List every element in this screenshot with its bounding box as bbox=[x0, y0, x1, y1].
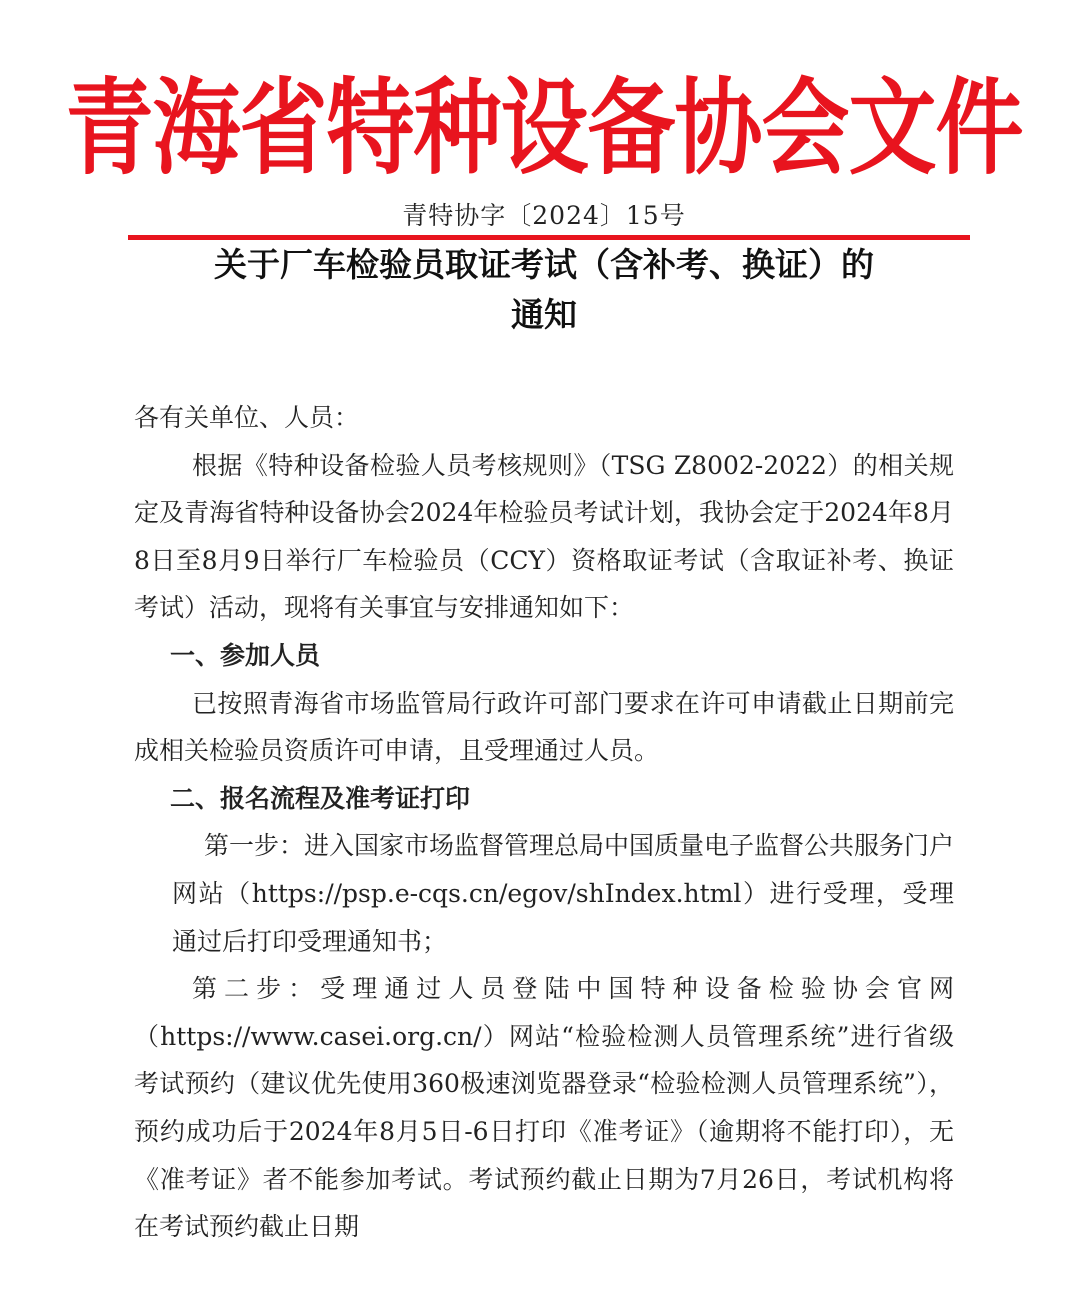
notice-body bbox=[134, 394, 954, 1251]
masthead-title: 青海省特种设备协会文件 bbox=[65, 67, 1023, 189]
step-one-paragraph: 第一步：进入国家市场监督管理总局中国质量电子监督公共服务门户网站（https://psp.e-cqs.cn/egov/shIndex.html）进行受理，受理通过后打印受理通知书； bbox=[172, 831, 955, 956]
participants-paragraph: 已按照青海省市场监管局行政许可部门要求在许可申请截止日期前完成相关检验员资质许可申请，且受理通过人员。 bbox=[134, 688, 954, 766]
intro-paragraph: 根据《特种设备检验人员考核规则》（TSG Z8002-2022）的相关规定及青海省特种设备协会2024年检验员考试计划，我协会定于2024年8月8日至8月9日举行厂车检验员（CCY）资格取证考试（含取证补考、换证考试）活动，现将有关事宜与安排通知如下： bbox=[134, 450, 954, 623]
notice-title bbox=[100, 240, 988, 340]
document-number: 青特协字〔2024〕15号 bbox=[402, 201, 686, 230]
notice-title-line-1: 关于厂车检验员取证考试（含补考、换证）的 bbox=[214, 245, 874, 284]
step-two-paragraph: 第二步：受理通过人员登陆中国特种设备检验协会官网（https://www.casei.org.cn/）网站“检验检测人员管理系统”进行省级考试预约（建议优先使用360极速浏览器登录“检验检测人员管理系统”），预约成功后于2024年8月5日-6日打印《准考证》（逾期将不能打印），无《准考证》者不能参加考试。考试预约截止日期为7月26日，考试机构将在考试预约截止日期 bbox=[134, 974, 954, 1242]
section-heading-participants: 一、参加人员 bbox=[170, 640, 321, 670]
salutation: 各有关单位、人员： bbox=[134, 403, 360, 432]
section-heading-registration: 二、报名流程及准考证打印 bbox=[170, 783, 471, 813]
notice-title-line-2: 通知 bbox=[511, 295, 577, 334]
